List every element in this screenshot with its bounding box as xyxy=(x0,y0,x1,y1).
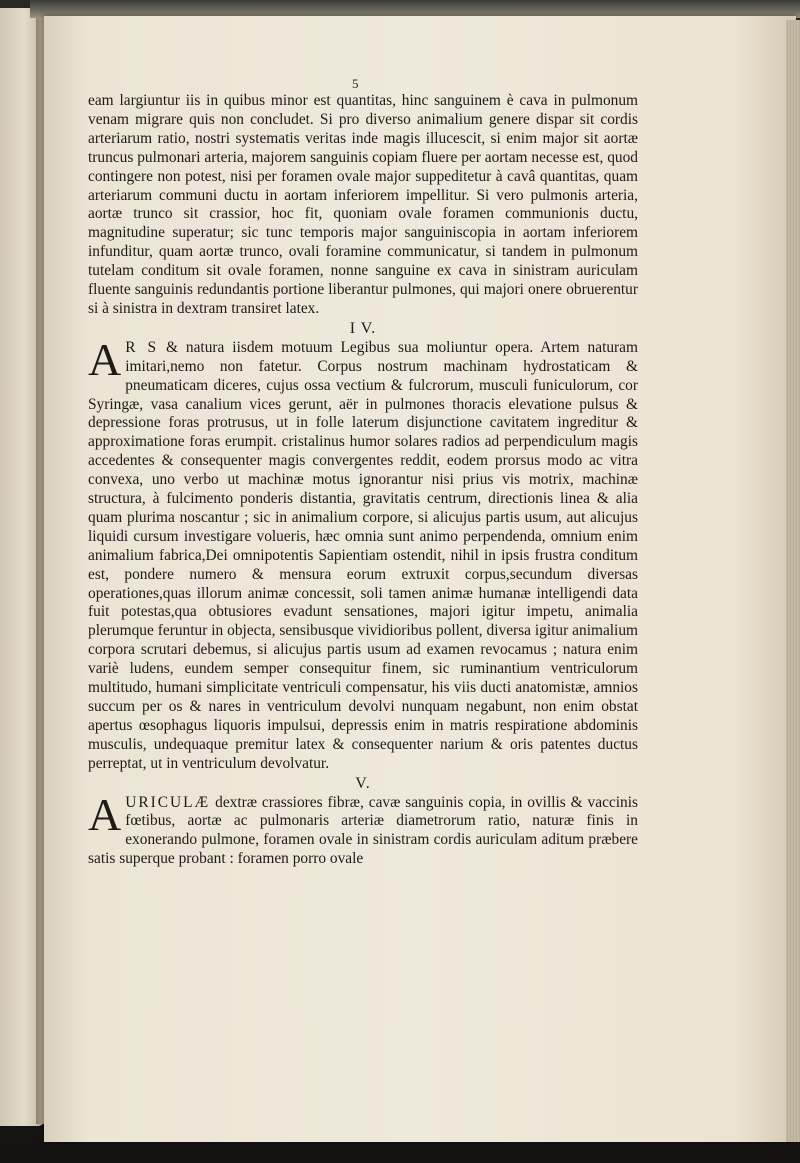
intro-paragraph: eam largiuntur iis in quibus minor est quantitas, hinc sanguinem è cava in pulmonum venam migrare quis non concludet. Si pro diverso animalium genere dispar sit cordis arteriarum ratio, nostri systematis veritas inde magis illucescit, si enim major sit aortæ truncus pulmonari arteria, majorem sanguinis copiam fluere per aortam necesse est, quod contingere non potest, nisi per foramen ovale major suppeditetur à cavâ quantitas, quam arteriarum communi ductu in aortam inferiorem impellitur. Si vero pulmonis arteria, aortæ trunco sit crassior, hoc fit, quoniam ovale foramen communionis ductu, magnitudine superatur; sic tunc temporis major sanguiniscopia in aortam inferiorem infunditur, quam aortæ trunco, ovali foramine communicatur, si tandem in pulmonum tutelam conditum sit ovale foramen, nonne sanguine ex cava in sinistram auriculam fluente sanguinis redundantis portione liberantur pulmones, qui majori onere obruerentur si à sinistra in dextram transiret latex. xyxy=(88,92,638,317)
section-v-paragraph xyxy=(88,788,638,870)
section-iv-text: & natura iisdem motuum Legibus sua moliuntur opera. Artem naturam imitari,nemo non fatetur. Corpus nostrum machinam hydrostaticam & pneumaticam diceres, cujus ossa vectium & fulcrorum, musculi funiculorum, cor Syringæ, vasa canalium vices gerunt, aër in pulmones thoracis elevatione pulsus & depressione foras protrusus, ut in folle laterum disjunctione cavitatem ingreditur & approximatione foras erumpit. cristalinus humor solares radios ad perpendiculum magis accedentes & consequenter magis convergentes reddit, eodem prorsus modo ac vitra convexa, uno verbo ut machinæ motus ignorantur nisi prius vis motrix, machinæ structura, à fulcimento ponderis distantia, gravitatis centrum, directionis linea & alia quam plurima noscantur ; sic in animalium corpore, si alicujus partis usum, aut alicujus liquidi cursum investigare volueris, hæc omnia sunt animo perpendenda, omnium enim animalium fabrica,Dei omnipotentis Sapientiam ostendit, nihil in ipsis frustra conditum est, pondere numero & mensura eorum extruxit corpus,secundum diversas operationes,quas illorum animæ concessit, soli tamen animæ humanæ intelligendi data fuit potestas,qua obtusiores evadunt sensationes, majori igitur impetu, animalia plerumque feruntur in objecta, sensibusque vividioribus pollent, diversa igitur animalium corpora scrutari debemus, si alicujus partis usum ad examen revocamus ; natura enim variè ludens, eundem semper consequitur finem, sic ruminantium ventriculorum multitudo, humani simplicitate ventriculi compensatur, his viis ducti anatomistæ, amnios succum per os & nares in ventriculum devolvi nunquam negabunt, non enim obstat apertus œsophagus liquoris impulsui, depressis enim in matris respiratione abdominis musculis, undequaque premitur latex & consequenter narium & oris patentes ductus perreptat, ut in ventriculum devolvatur. xyxy=(88,338,638,772)
section-v-text: dextræ crassiores fibræ, cavæ sanguinis copia, in ovillis & vaccinis fœtibus, aortæ ac pulmonaris arteriæ diametrorum ratio, naturæ finis in exonerando pulmone, foramen ovale in sinistram cordis auriculam aditum præbere satis superque probant : foramen porro ovale xyxy=(88,793,638,868)
page-text xyxy=(88,92,638,869)
section-iv-paragraph xyxy=(88,333,638,774)
section-heading-v: V. xyxy=(355,774,371,792)
drop-cap-v: A xyxy=(88,788,122,840)
section-iv-lead: R S xyxy=(125,338,159,356)
page-block-edge xyxy=(786,20,800,1142)
page-number: 5 xyxy=(352,76,359,91)
section-heading-iv: I V. xyxy=(349,319,377,337)
section-v-lead: URICULÆ xyxy=(125,793,211,811)
drop-cap-iv: A xyxy=(88,333,122,385)
